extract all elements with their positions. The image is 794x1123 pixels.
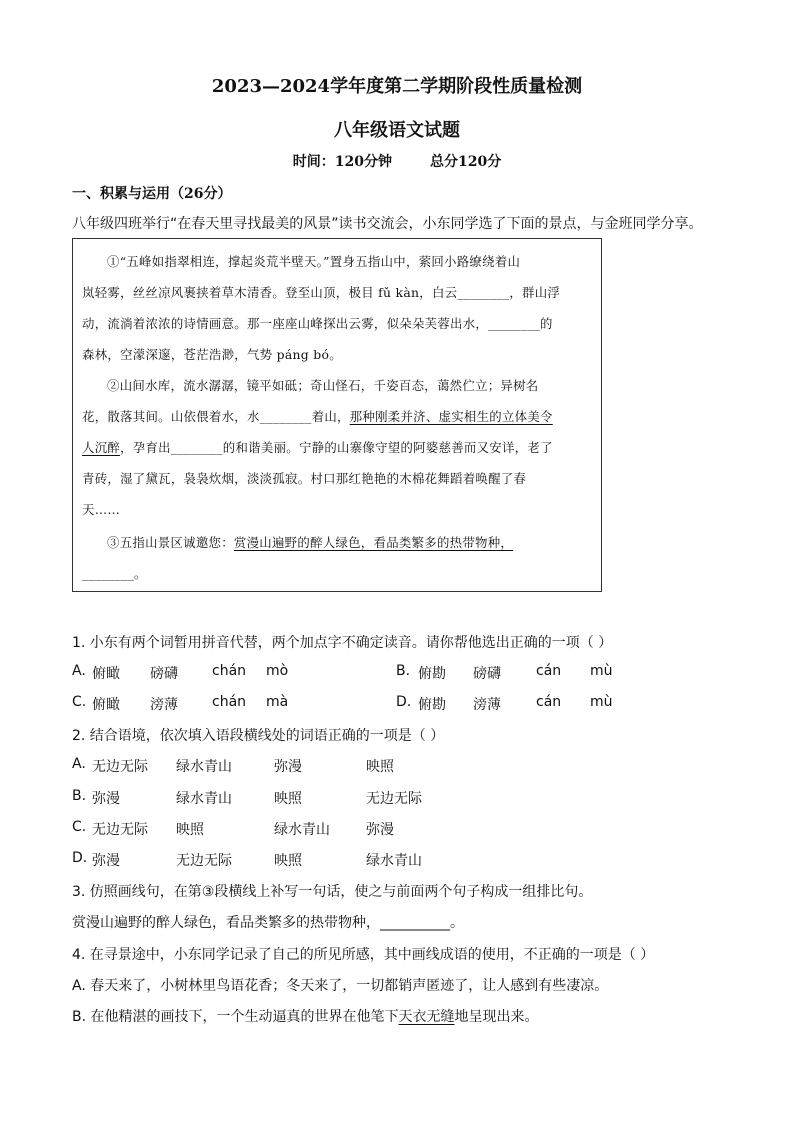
section-intro: 八年级四班举行“在春天里寻找最美的风景”读书交流会，小东同学选了下面的景点，与金班同学分享。 <box>72 216 703 232</box>
exam-page: 2023—2024学年度第二学期阶段性质量检测 八年级语文试题 时间：120分钟 总分120分 一、积累与运用（26分） 八年级四班举行“在春天里寻找最美的风景”读书交流会，小东同学选了下面的景点，与金班同学分享。 ①“五峰如指翠相连，撑起炎荒半壁天。”置身五指山中，萦回小路缭绕着山 岚轻雾，丝丝凉风裹挟着草木清香。登至山顶，极目 fǔ kàn，白云________，群山浮 动，流淌着浓浓的诗情画意。那一座座山峰探出云雾，似朵朵芙蓉出水，________的 森林，空濛深邃，苍茫浩渺，气势 páng bó。 ②山间水库，流水潺潺，镜平如砥；奇山怪石，千姿百态，蔼然伫立；异树名 花，散落其间。山依偎着水，水________着山，那种刚柔并济、虚实相生的立体美令 人沉醉，孕育出________的和谐美丽。宁静的山寨像守望的阿婆慈善而又安详，老了 青砖，湿了黛瓦，袅袅炊烟，淡淡孤寂。村口那红艳艳的木棉花舞蹈着唤醒了春 天…… ③五指山景区诚邀您：赏漫山遍野的醉人绿色，看品类繁多的热带物种， ________。 1. 小东有两个词暂用拼音代替，两个加点字不确定读音。请你帮他选出正确的一项（ ） A. 俯瞰 磅礴 chán mò B. 俯勘 磅礴 cán mù C. 俯瞰 滂薄 chán mà D. 俯勘 滂薄 cán mù 2. 结合语境，依次填入语段横线处的词语正确的一项是（ ） A. 无边无际 绿水青山 弥漫 映照 B. 弥漫 绿水青山 映照 无边无际 C. 无边无际 映照 绿水青山 弥漫 D. 弥漫 无边无际 映照 绿水青山 3. 仿照画线句，在第③段横线上补写一句话，使之与前面两个句子构成一组排比句。 赏漫山遍野的醉人绿色，看品类繁多的热带物种，__________。 4. 在寻景途中，小东同学记录了自己的所见所感，其中画线成语的使用，不正确的一项是（ ） A. 春天来了，小树林里鸟语花香；冬天来了，一切都销声匿迹了，让人感到有些凄凉。 B. 在他精湛的画技下，一个生动逼真的世界在他笔下天衣无缝地呈现出来。 <box>0 0 794 1123</box>
exam-subtitle: 八年级语文试题 <box>334 120 460 141</box>
passage-text: 花，散落其间。山依偎着水，水________着山， <box>82 409 350 424</box>
question-2: 2. 结合语境，依次填入语段横线处的词语正确的一项是（ ） <box>72 728 445 744</box>
passage-line: 动，流淌着浓浓的诗情画意。那一座座山峰探出云雾，似朵朵芙蓉出水，________的 <box>82 316 553 331</box>
passage-line <box>82 407 553 425</box>
passage-line <box>107 533 513 551</box>
exam-meta <box>0 151 794 171</box>
question-4: 4. 在寻景途中，小东同学记录了自己的所见所感，其中画线成语的使用，不正确的一项是（ ） <box>72 947 655 963</box>
passage-line: 天…… <box>82 502 121 517</box>
section-heading: 一、积累与运用（26分） <box>72 186 232 202</box>
passage-blank-line: ________。 <box>82 566 147 581</box>
exam-title: 2023—2024学年度第二学期阶段性质量检测 <box>211 76 583 97</box>
exam-time: 时间：120分钟 <box>292 154 392 170</box>
underlined-sentence: 那种刚柔并济、虚实相生的立体美令 <box>349 409 553 424</box>
question-1: 1. 小东有两个词暂用拼音代替，两个加点字不确定读音。请你帮他选出正确的一项（ ） <box>72 635 613 651</box>
passage-text: ③五指山景区诚邀您： <box>107 535 234 550</box>
passage-text: ，孕育出________的和谐美丽。宁静的山寨像守望的阿婆慈善而又安详，老了 <box>120 440 553 455</box>
passage-line: ②山间水库，流水潺潺，镜平如砥；奇山怪石，千姿百态，蔼然伫立；异树名 <box>107 378 539 393</box>
passage-line: 森林，空濛深邃，苍茫浩渺，气势 páng bó。 <box>82 347 342 362</box>
q4-option-b: B. 在他精湛的画技下，一个生动逼真的世界在他笔下天衣无缝地呈现出来。 <box>72 1009 539 1025</box>
underlined-sentence-cont: 人沉醉 <box>82 440 121 455</box>
passage-line: ①“五峰如指翠相连，撑起炎荒半壁天。”置身五指山中，萦回小路缭绕着山 <box>107 254 521 269</box>
exam-score: 总分120分 <box>430 154 502 170</box>
model-sentence: 赏漫山遍野的醉人绿色，看品类繁多的热带物种， <box>233 535 514 550</box>
passage-line: 青砖，湿了黛瓦，袅袅炊烟，淡淡孤寂。村口那红艳艳的木棉花舞蹈着唤醒了春 <box>82 471 527 486</box>
passage-line: 岚轻雾，丝丝凉风裹挟着草木清香。登至山顶，极目 fǔ kàn，白云________，群山浮 <box>82 285 561 300</box>
q4-idiom: 天衣无缝 <box>398 1009 455 1025</box>
question-3: 3. 仿照画线句，在第③段横线上补写一句话，使之与前面两个句子构成一组排比句。 <box>72 884 593 900</box>
q4-option-a: A. 春天来了，小树林里鸟语花香；冬天来了，一切都销声匿迹了，让人感到有些凄凉。 <box>72 978 609 994</box>
passage-line <box>82 438 553 456</box>
question-3-answer-line: 赏漫山遍野的醉人绿色，看品类繁多的热带物种，__________。 <box>72 915 464 931</box>
